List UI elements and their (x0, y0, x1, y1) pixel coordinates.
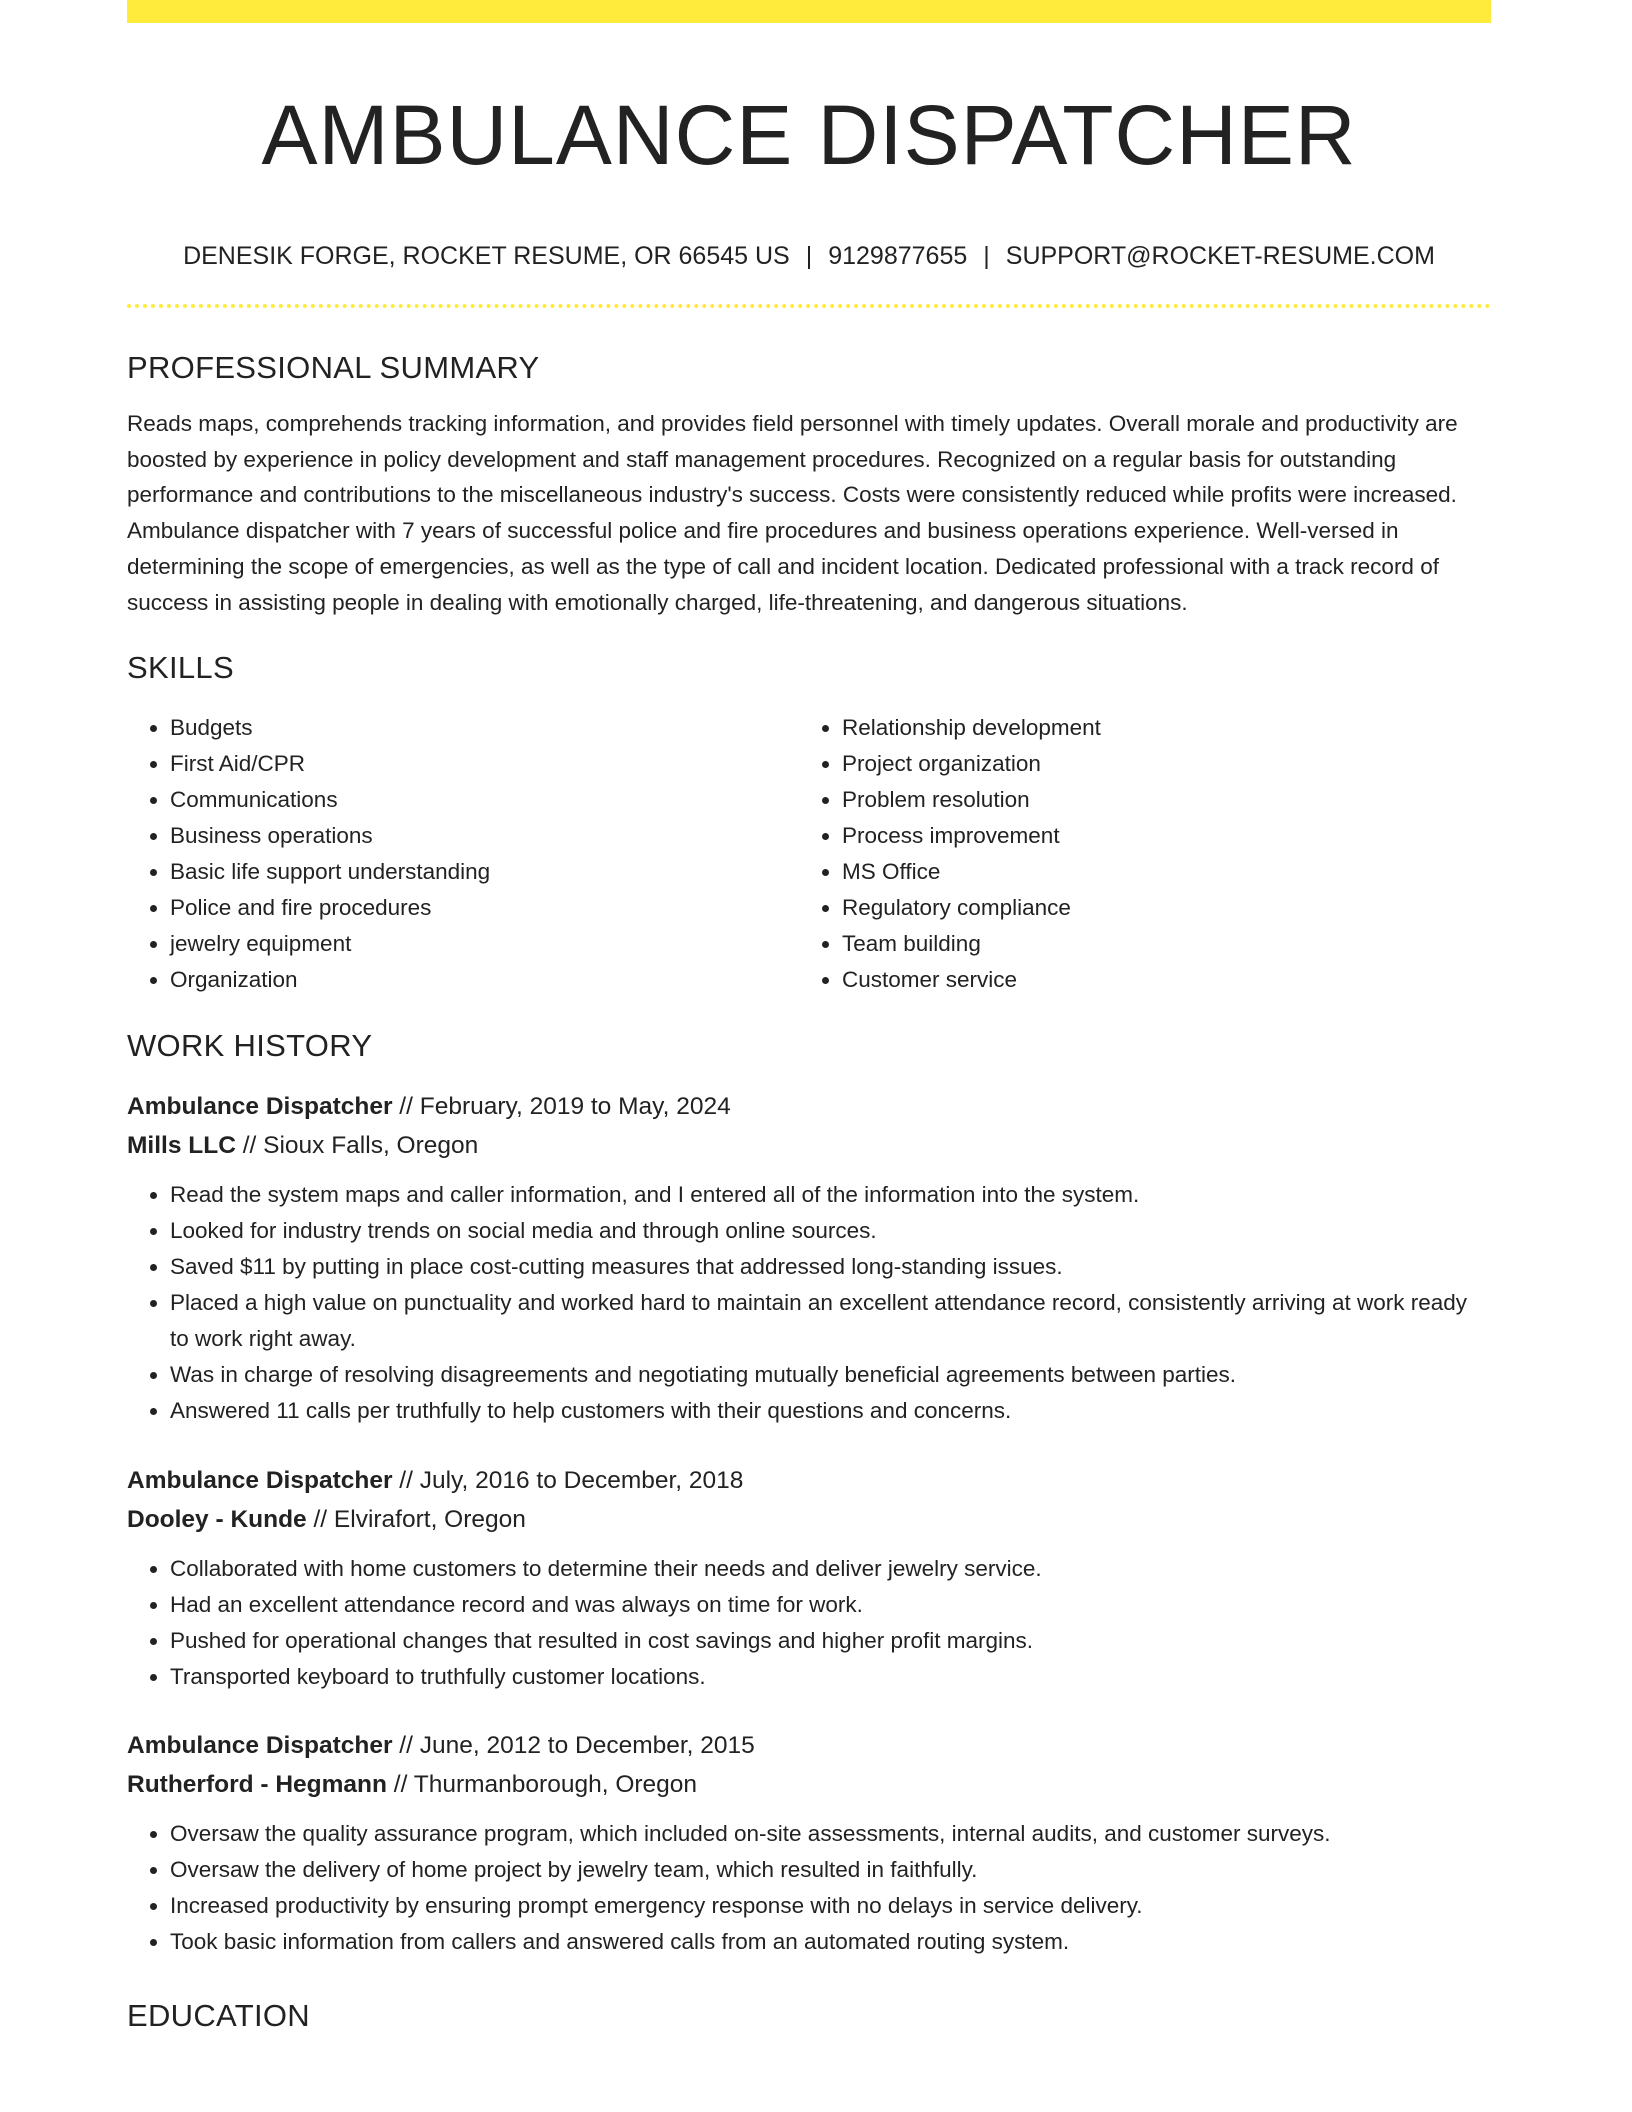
skill-item: • Business operations (170, 818, 799, 854)
skill-item: • MS Office (842, 854, 1471, 890)
job-company: Mills LLC (127, 1132, 236, 1160)
job-company-line (127, 1765, 1491, 1804)
summary-text: Reads maps, comprehends tracking information, and provides field personnel with timely updates. Overall morale and productivity are boosted by experience in policy development and staff management procedures. Recognized on a regular basis for outstanding performance and contributions to the miscellaneous industry's success. Costs were consistently reduced while profits were increased. Ambulance dispatcher with 7 years of successful police and fire procedures and business operations experience. Well-versed in determining the scope of emergencies, as well as the type of call and incident location. Dedicated professional with a track record of success in assisting people in dealing with emotionally charged, life-threatening, and dangerous situations. (127, 411, 1458, 615)
job-entry (127, 1461, 1491, 1695)
job-bullets (127, 1551, 1491, 1695)
job-bullet: • Transported keyboard to truthfully customer locations. (170, 1659, 1491, 1695)
job-separator: // (306, 1505, 334, 1533)
job-role-line (127, 1726, 1491, 1765)
job-entry (127, 1087, 1491, 1428)
job-role-line (127, 1461, 1491, 1500)
resume-page (127, 0, 1491, 2034)
job-dates: June, 2012 to December, 2015 (419, 1732, 755, 1760)
skill-item: • Police and fire procedures (170, 890, 799, 926)
skill-item: • Basic life support understanding (170, 854, 799, 890)
job-company: Dooley - Kunde (127, 1505, 307, 1533)
job-bullet: • Placed a high value on punctuality and worked hard to maintain an excellent attendance record, consistently arriving at work ready to work right away. (170, 1285, 1491, 1357)
skill-item: • Budgets (170, 710, 799, 746)
job-location: Thurmanborough, Oregon (413, 1771, 698, 1799)
skill-item: • First Aid/CPR (170, 746, 799, 782)
job-company-line (127, 1500, 1491, 1539)
candidate-title: AMBULANCE DISPATCHER (261, 88, 1357, 182)
job-company-line (127, 1126, 1491, 1165)
job-dates: July, 2016 to December, 2018 (419, 1466, 744, 1494)
job-bullet: • Took basic information from callers and answered calls from an automated routing system. (170, 1924, 1491, 1960)
job-company: Rutherford - Hegmann (127, 1771, 387, 1799)
dotted-divider (127, 304, 1491, 308)
skill-item: • Project organization (842, 746, 1471, 782)
summary-heading: PROFESSIONAL SUMMARY (127, 350, 540, 385)
work-history-heading: WORK HISTORY (127, 1028, 373, 1064)
skill-item: • Process improvement (842, 818, 1471, 854)
skills-heading: SKILLS (127, 650, 234, 686)
job-location: Sioux Falls, Oregon (263, 1132, 479, 1160)
skill-item: • Relationship development (842, 710, 1471, 746)
accent-top-bar (127, 0, 1491, 23)
contact-line (127, 241, 1491, 271)
skill-item: • Regulatory compliance (842, 890, 1471, 926)
job-separator: // (235, 1132, 264, 1160)
job-bullet: • Oversaw the quality assurance program, which included on-site assessments, internal audits, and customer surveys. (170, 1816, 1491, 1852)
skills-column-left (127, 710, 799, 997)
job-dates: February, 2019 to May, 2024 (419, 1093, 731, 1121)
job-bullet: • Answered 11 calls per truthfully to help customers with their questions and concerns. (170, 1393, 1491, 1429)
job-bullet: • Saved $11 by putting in place cost-cutting measures that addressed long-standing issues. (170, 1249, 1491, 1285)
job-bullet: • Pushed for operational changes that resulted in cost savings and higher profit margins. (170, 1623, 1491, 1659)
job-bullet: • Was in charge of resolving disagreements and negotiating mutually beneficial agreements between parties. (170, 1357, 1491, 1393)
skills-column-right (799, 710, 1471, 997)
job-separator: // (392, 1466, 420, 1494)
skill-item: • Communications (170, 782, 799, 818)
job-location: Elvirafort, Oregon (333, 1505, 526, 1533)
skill-item: • Team building (842, 926, 1471, 962)
education-heading: EDUCATION (127, 1998, 310, 2034)
job-entry (127, 1726, 1491, 1960)
contact-phone: 9129877655 (828, 242, 968, 270)
job-separator: // (392, 1093, 420, 1121)
job-separator: // (386, 1771, 414, 1799)
job-bullet: • Read the system maps and caller information, and I entered all of the information into the system. (170, 1177, 1491, 1213)
job-role: Ambulance Dispatcher (127, 1093, 393, 1121)
job-bullets (127, 1177, 1491, 1428)
job-bullets (127, 1816, 1491, 1960)
skills-list (127, 710, 1491, 997)
contact-address: DENESIK FORGE, ROCKET RESUME, OR 66545 US (183, 242, 790, 270)
job-bullet: • Had an excellent attendance record and was always on time for work. (170, 1587, 1491, 1623)
job-role-line (127, 1087, 1491, 1126)
job-bullet: • Oversaw the delivery of home project by jewelry team, which resulted in faithfully. (170, 1852, 1491, 1888)
job-bullet: • Looked for industry trends on social media and through online sources. (170, 1213, 1491, 1249)
job-separator: // (392, 1732, 420, 1760)
job-bullet: • Increased productivity by ensuring prompt emergency response with no delays in service delivery. (170, 1888, 1491, 1924)
job-role: Ambulance Dispatcher (127, 1466, 393, 1494)
job-bullet: • Collaborated with home customers to determine their needs and deliver jewelry service. (170, 1551, 1491, 1587)
contact-separator: | (983, 242, 990, 270)
skill-item: • Organization (170, 962, 799, 998)
skill-item: • Customer service (842, 962, 1471, 998)
skill-item: • Problem resolution (842, 782, 1471, 818)
skill-item: • jewelry equipment (170, 926, 799, 962)
job-role: Ambulance Dispatcher (127, 1732, 393, 1760)
contact-email: SUPPORT@ROCKET-RESUME.COM (1005, 242, 1435, 270)
contact-separator: | (805, 242, 813, 270)
